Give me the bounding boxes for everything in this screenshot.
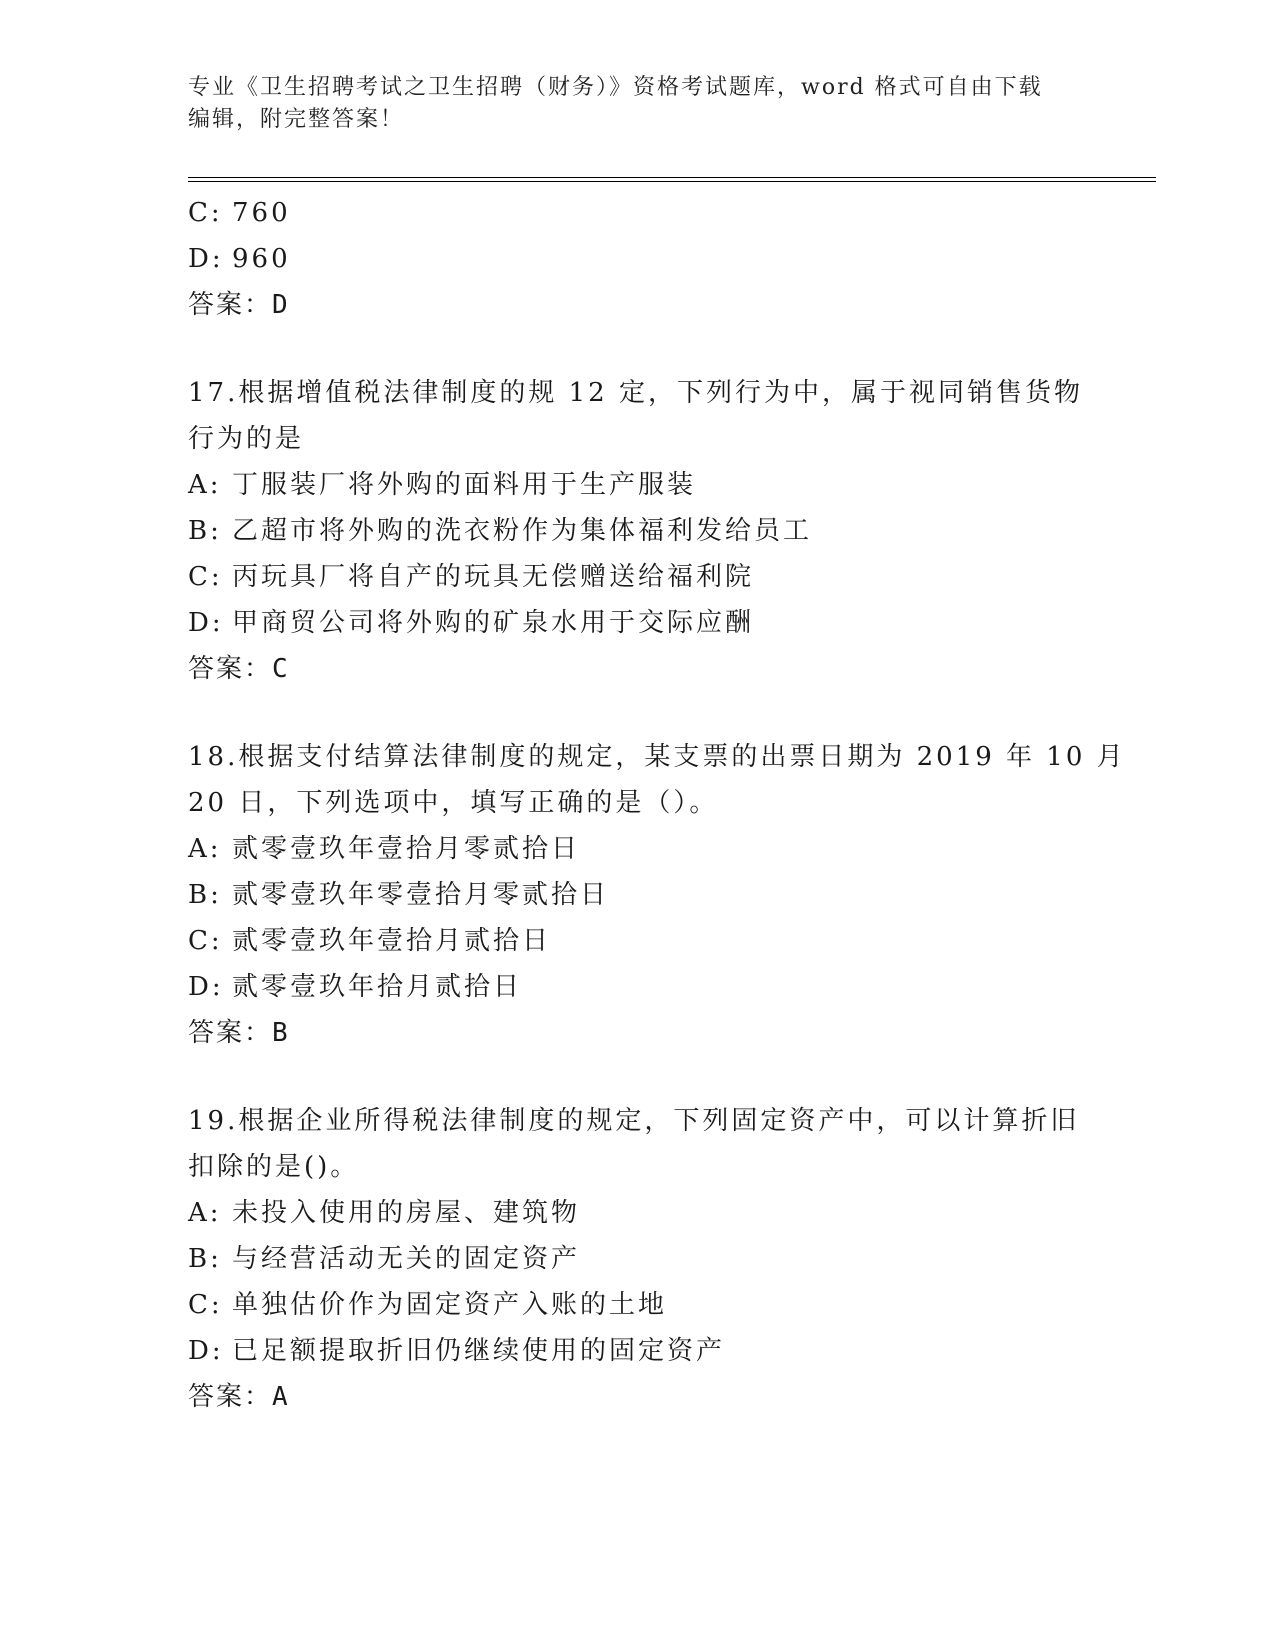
answer-row	[188, 1010, 1088, 1056]
option-text: 已足额提取折旧仍继续使用的固定资产	[232, 1336, 726, 1366]
answer-value: D	[272, 290, 290, 320]
option-text: 贰零壹玖年壹拾月贰拾日	[232, 926, 552, 956]
option-label: A:	[188, 834, 222, 864]
question-stem-continued: 行为的是	[188, 424, 305, 454]
option-row	[188, 1282, 1088, 1328]
option-label: C:	[188, 198, 223, 228]
option-text: 与经营活动无关的固定资产	[232, 1244, 581, 1274]
option-label: A:	[188, 1198, 222, 1228]
question-stem: 17.根据增值税法律制度的规 12 定，下列行为中，属于视同销售货物	[188, 378, 1083, 408]
option-text: 丁服装厂将外购的面料用于生产服装	[232, 470, 697, 500]
answer-label: 答案：	[188, 654, 273, 684]
option-text: 乙超市将外购的洗衣粉作为集体福利发给员工	[232, 516, 813, 546]
option-row	[188, 964, 1088, 1010]
option-row	[188, 236, 1088, 282]
option-label: D:	[188, 1336, 224, 1366]
option-text: 贰零壹玖年拾月贰拾日	[232, 972, 523, 1002]
option-text: 甲商贸公司将外购的矿泉水用于交际应酬	[232, 608, 755, 638]
question-stem-continued: 扣除的是()。	[188, 1152, 360, 1182]
option-row	[188, 508, 1088, 554]
option-label: B:	[188, 1244, 222, 1274]
option-row	[188, 1328, 1088, 1374]
option-label: D:	[188, 972, 224, 1002]
option-text: 760	[232, 198, 291, 228]
option-row	[188, 554, 1088, 600]
question-list	[188, 190, 1126, 1420]
header-divider	[188, 177, 1156, 178]
option-text: 贰零壹玖年壹拾月零贰拾日	[232, 834, 581, 864]
answer-label: 答案：	[188, 1018, 273, 1048]
page-header	[188, 72, 1068, 136]
answer-value: B	[272, 1018, 290, 1048]
question-stem-continued: 20 日，下列选项中，填写正确的是（）。	[188, 788, 719, 818]
option-label: C:	[188, 1290, 223, 1320]
option-label: C:	[188, 926, 223, 956]
option-text: 单独估价作为固定资产入账的土地	[232, 1290, 668, 1320]
option-label: C:	[188, 562, 223, 592]
option-row	[188, 190, 1088, 236]
option-text: 贰零壹玖年零壹拾月零贰拾日	[232, 880, 610, 910]
option-row	[188, 462, 1088, 508]
option-label: A:	[188, 470, 222, 500]
option-label: D:	[188, 244, 224, 274]
option-text: 960	[232, 244, 291, 274]
option-row	[188, 826, 1088, 872]
option-row	[188, 872, 1088, 918]
answer-label: 答案：	[188, 290, 273, 320]
answer-value: C	[272, 654, 290, 684]
answer-row	[188, 646, 1088, 692]
answer-label: 答案：	[188, 1382, 273, 1412]
option-row	[188, 1190, 1088, 1236]
option-row	[188, 600, 1088, 646]
option-label: B:	[188, 880, 222, 910]
header-line-2: 编辑，附完整答案！	[188, 107, 405, 132]
header-line-1: 专业《卫生招聘考试之卫生招聘（财务）》资格考试题库，word 格式可自由下载	[188, 75, 1043, 100]
answer-row	[188, 282, 1088, 328]
answer-row	[188, 1374, 1088, 1420]
option-text: 未投入使用的房屋、建筑物	[232, 1198, 581, 1228]
option-label: B:	[188, 516, 222, 546]
question-stem: 18.根据支付结算法律制度的规定，某支票的出票日期为 2019 年 10 月	[188, 742, 1126, 772]
option-row	[188, 918, 1088, 964]
option-text: 丙玩具厂将自产的玩具无偿赠送给福利院	[232, 562, 755, 592]
option-row	[188, 1236, 1088, 1282]
header-divider-secondary	[188, 181, 1156, 182]
answer-value: A	[272, 1382, 290, 1412]
option-label: D:	[188, 608, 224, 638]
question-stem: 19.根据企业所得税法律制度的规定，下列固定资产中，可以计算折旧	[188, 1106, 1080, 1136]
